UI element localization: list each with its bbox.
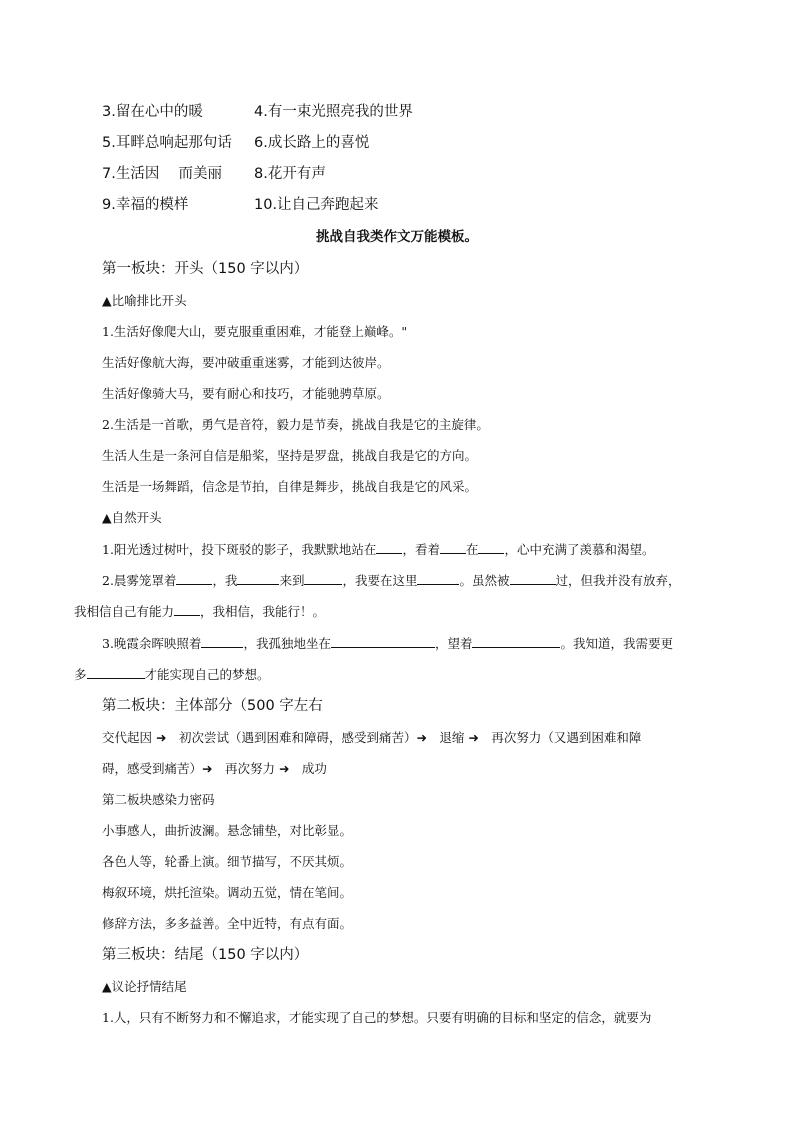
- list-item: 5.耳畔总响起那句话: [102, 135, 232, 151]
- section-heading: 第三板块：结尾（150 字以内）: [102, 947, 309, 963]
- list-item: 6.成长路上的喜悦: [254, 135, 370, 151]
- paragraph-line: 修辞方法，多多益善。全中近特，有点有面。: [102, 916, 353, 931]
- paragraph-line: 2.晨雾笼罩着 ，我 来到 ，我要在这里 。虽然被 过，但我并没有放弃，: [102, 573, 681, 588]
- list-item: 8.花开有声: [254, 166, 326, 182]
- paragraph-line: 梅叙环境，烘托渲染。调动五觉，情在笔间。: [102, 885, 353, 900]
- paragraph-line: 生活是一场舞蹈，信念是节拍，自律是舞步，挑战自我是它的风采。: [102, 479, 478, 494]
- paragraph-line: 生活人生是一条河自信是船桨，坚持是罗盘，挑战自我是它的方向。: [102, 448, 478, 463]
- paragraph-line: 小事感人，曲折波澜。悬念铺垫，对比彰显。: [102, 823, 353, 838]
- paragraph-line: 1.人，只有不断努力和不懈追求，才能实现了自己的梦想。只要有明确的目标和坚定的信念，就要为: [102, 1010, 652, 1025]
- paragraph-line: 生活好像骑大马，要有耐心和技巧，才能驰骋草原。: [102, 386, 390, 401]
- subheading: ▲议论抒情结尾: [102, 979, 187, 994]
- section-heading: 第一板块：开头（150 字以内）: [102, 261, 309, 277]
- paragraph-line: 我相信自己有能力 ，我相信，我能行！。: [74, 604, 326, 619]
- paragraph-line: 3.晚霞余晖映照着 ，我孤独地坐在 ，望着 。我知道，我需要更: [102, 636, 673, 651]
- paragraph-line: 2.生活是一首歌，勇气是音符，毅力是节奏，挑战自我是它的主旋律。: [102, 417, 489, 432]
- subheading: 第二板块感染力密码: [102, 792, 215, 807]
- flow-line: 碍，感受到痛苦）➜ 再次努力 ➜ 成功: [102, 761, 327, 776]
- section-heading: 第二板块：主体部分（500 字左右: [102, 698, 323, 714]
- list-item: 9.幸福的模样: [102, 197, 189, 213]
- paragraph-line: 多 才能实现自己的梦想。: [74, 667, 270, 682]
- subheading: ▲自然开头: [102, 510, 162, 525]
- list-item: 3.留在心中的暖: [102, 104, 203, 120]
- subheading: ▲比喻排比开头: [102, 293, 187, 308]
- paragraph-line: 生活好像航大海，要冲破重重迷雾，才能到达彼岸。: [102, 355, 390, 370]
- flow-line: 交代起因 ➜ 初次尝试（遇到困难和障碍，感受到痛苦）➜ 退缩 ➜ 再次努力（又遇到困难和障: [102, 730, 642, 745]
- paragraph-line: 各色人等，轮番上演。细节描写，不厌其烦。: [102, 854, 353, 869]
- list-item: 10.让自己奔跑起来: [254, 197, 379, 213]
- list-item: 4.有一束光照亮我的世界: [254, 104, 413, 120]
- paragraph-line: 1.生活好像爬大山，要克服重重困难，才能登上巅峰。": [102, 324, 408, 339]
- paragraph-line: 1.阳光透过树叶，投下斑驳的影子，我默默地站在 ，看着 在 ，心中充满了羡慕和渴望。: [102, 542, 655, 557]
- page-title: 挑战自我类作文万能模板。: [316, 229, 478, 245]
- list-item: 7.生活因 而美丽: [102, 166, 222, 182]
